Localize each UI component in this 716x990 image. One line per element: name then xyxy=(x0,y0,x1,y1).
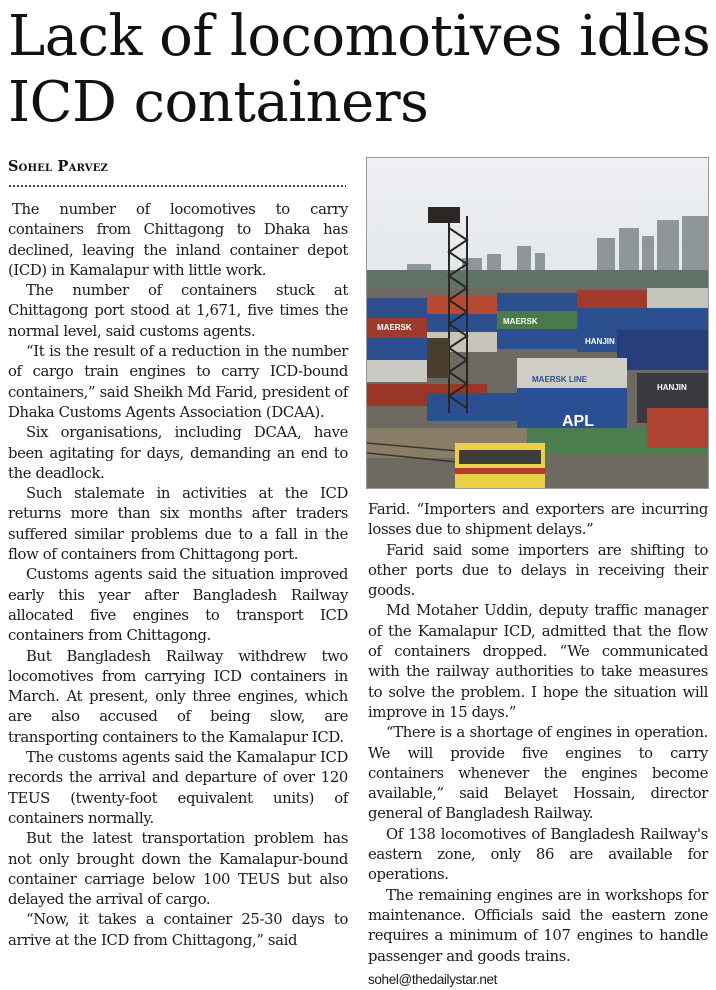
paragraph: Farid. “Importers and exporters are incurring losses due to shipment delays.” xyxy=(368,501,708,539)
paragraph: Of 138 locomotives of Bangladesh Railway's eastern zone, only 86 are available for operations. xyxy=(368,825,708,884)
author-email: sohel@thedailystar.net xyxy=(368,971,498,987)
container-label: HANJIN xyxy=(585,337,615,346)
article-column-2 xyxy=(368,500,708,990)
byline: Sohel Parvez xyxy=(8,158,109,175)
paragraph: “Now, it takes a container 25-30 days to arrive at the ICD from Chittagong,” said xyxy=(8,911,348,949)
container-label: MAERSK xyxy=(503,317,538,326)
paragraph: Customs agents said the situation improved early this year after Bangladesh Railway allocated five engines to transport ICD containers from Chittagong. xyxy=(8,566,348,645)
byline-divider xyxy=(8,184,346,188)
paragraph: The number of locomotives to carry containers from Chittagong to Dhaka has declined, leaving the inland container depot (ICD) in Kamalapur with little work. xyxy=(8,201,348,279)
paragraph: But Bangladesh Railway withdrew two locomotives from carrying ICD containers in March. At present, only three engines, which are also accused of being slow, are transporting containers to the Kamalapur ICD. xyxy=(8,647,348,746)
container-label: MAERSK xyxy=(377,323,412,332)
container-yard-photo xyxy=(366,157,709,489)
paragraph: The number of containers stuck at Chittagong port stood at 1,671, five times the normal level, said customs agents. xyxy=(8,282,348,340)
paragraph: But the latest transportation problem has not only brought down the Kamalapur-bound container carriage below 100 TEUS but also delayed the arrival of cargo. xyxy=(8,830,348,909)
paragraph: Such stalemate in activities at the ICD returns more than six months after traders suffered similar problems due to a fall in the flow of containers from Chittagong port. xyxy=(8,485,348,564)
headline: Lack of locomotives idles ICD containers xyxy=(8,4,711,135)
paragraph: The customs agents said the Kamalapur ICD records the arrival and departure of over 120 TEUS (twenty-foot equivalent units) of containers normally. xyxy=(8,749,348,827)
paragraph: The remaining engines are in workshops for maintenance. Officials said the eastern zone requires a minimum of 107 engines to handle passenger and goods trains. xyxy=(368,886,708,965)
paragraph: Six organisations, including DCAA, have been agitating for days, demanding an end to the deadlock. xyxy=(8,424,348,482)
paragraph: Farid said some importers are shifting to other ports due to delays in receiving their goods. xyxy=(368,541,708,600)
container-label: MAERSK LINE xyxy=(532,375,588,384)
container-label: HANJIN xyxy=(657,383,687,392)
paragraph: “It is the result of a reduction in the number of cargo train engines to carry ICD-bound containers,” said Sheikh Md Farid, president of Dhaka Customs Agents Association (DCAA). xyxy=(8,343,348,421)
paragraph: Md Motaher Uddin, deputy traffic manager of the Kamalapur ICD, admitted that the flow of containers dropped. “We communicated with the railway authorities to take measures to solve the problem. I hope the situation will improve in 15 days.” xyxy=(368,602,708,721)
article-column-1 xyxy=(8,200,348,951)
container-label: APL xyxy=(562,413,594,430)
paragraph: “There is a shortage of engines in operation. We will provide five engines to carry containers whenever the engines become available,” said Belayet Hossain, director general of Bangladesh Railway. xyxy=(368,724,708,823)
